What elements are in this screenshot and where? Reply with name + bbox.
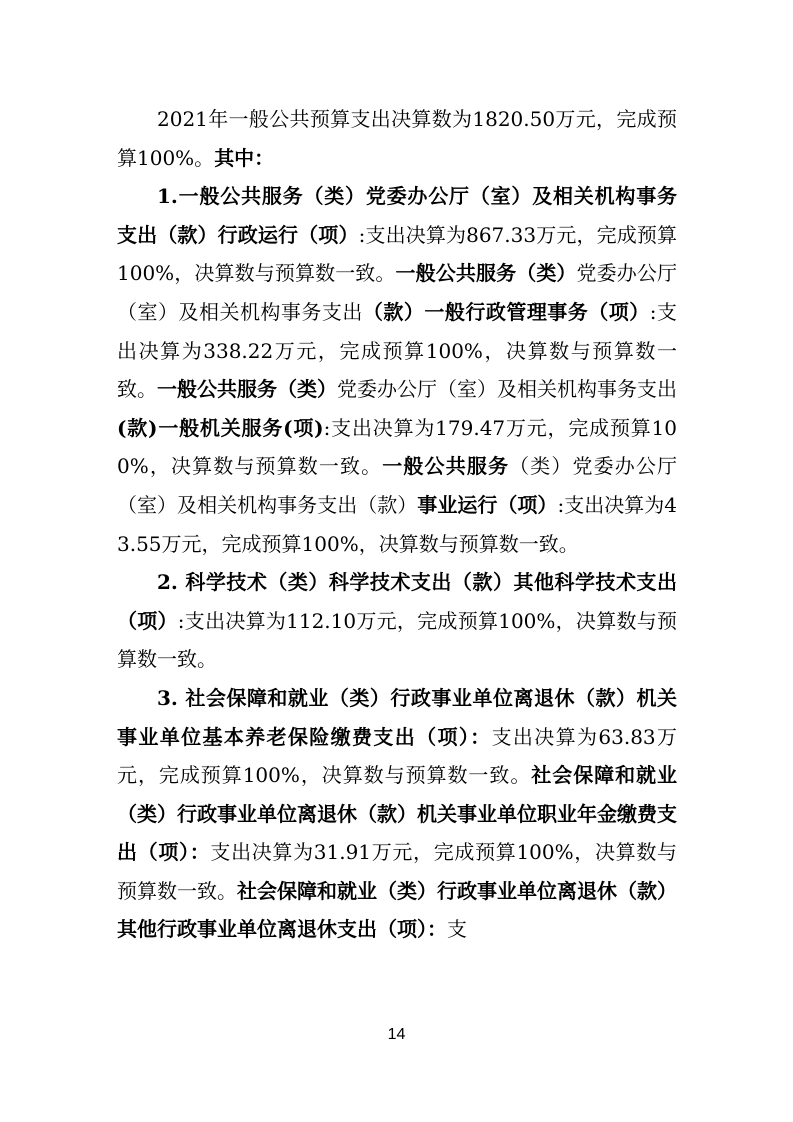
item-text: 党委办公厅（室）及相关机构事务支出 xyxy=(117,261,677,324)
item-text: 支出决算为63.83万元，完成预算100%，决算数与预算数一致。 xyxy=(117,724,678,788)
item-heading: 一般公共服务（类） xyxy=(157,377,337,402)
summary-text: 2021年一般公共预算支出决算数为1820.50万元，完成预算100%。 xyxy=(117,107,677,170)
item-heading: 3. 社会保障和就业（类）行政事业单位离退休（款）机关事业单位基本养老保险缴费支出（项）： xyxy=(117,685,677,749)
item-heading: 社会保障和就业（类）行政事业单位离退休（款）其他行政事业单位离退休支出（项）： xyxy=(117,878,677,942)
item-heading: (款)一般机关服务(项) xyxy=(117,415,324,440)
item-heading: 事业运行（项） xyxy=(417,492,558,517)
item-text: 支出决算为31.91万元，完成预算100%，决算数与预算数一致。 xyxy=(117,840,678,903)
paragraph-social-security xyxy=(117,679,677,949)
item-heading: 一般公共服务（类） xyxy=(395,261,577,286)
summary-lead-in: 其中： xyxy=(214,145,275,170)
item-heading: 2. 科学技术（类）科学技术支出（款）其他科学技术支出（项） xyxy=(117,570,677,633)
item-text: :支出决算为867.33万元，完成预算100%，决算数与预算数一致。 xyxy=(117,222,678,286)
paragraph-summary xyxy=(117,100,677,177)
item-heading: 社会保障和就业（类）行政事业单位离退休（款）机关事业单位职业年金缴费支出（项）： xyxy=(117,763,677,865)
paragraph-science-technology xyxy=(117,563,677,679)
item-heading: （款）一般行政管理事务（项） xyxy=(362,299,650,324)
item-text: 党委办公厅（室）及相关机构事务支出 xyxy=(337,377,677,402)
item-text: :支出决算为179.47万元，完成预算100%，决算数与预算数一致。 xyxy=(117,415,677,479)
paragraph-general-public-services xyxy=(117,177,677,563)
item-text: :支出决算为112.10万元，完成预算100%，决算数与预算数一致。 xyxy=(117,608,677,672)
item-text: 支 xyxy=(447,917,467,942)
page-number: 14 xyxy=(387,1026,406,1043)
item-heading: 1.一般公共服务（类）党委办公厅（室）及相关机构事务支出（款）行政运行（项） xyxy=(117,184,677,247)
body-text xyxy=(117,100,677,949)
item-heading: 一般公共服务 xyxy=(382,454,510,479)
item-text: （类）党委办公厅（室）及相关机构事务支出（款） xyxy=(117,454,678,517)
item-text: :支出决算为338.22万元，完成预算100%，决算数与预算数一致。 xyxy=(117,299,677,402)
item-text: :支出决算为43.55万元，完成预算100%，决算数与预算数一致。 xyxy=(117,492,678,556)
